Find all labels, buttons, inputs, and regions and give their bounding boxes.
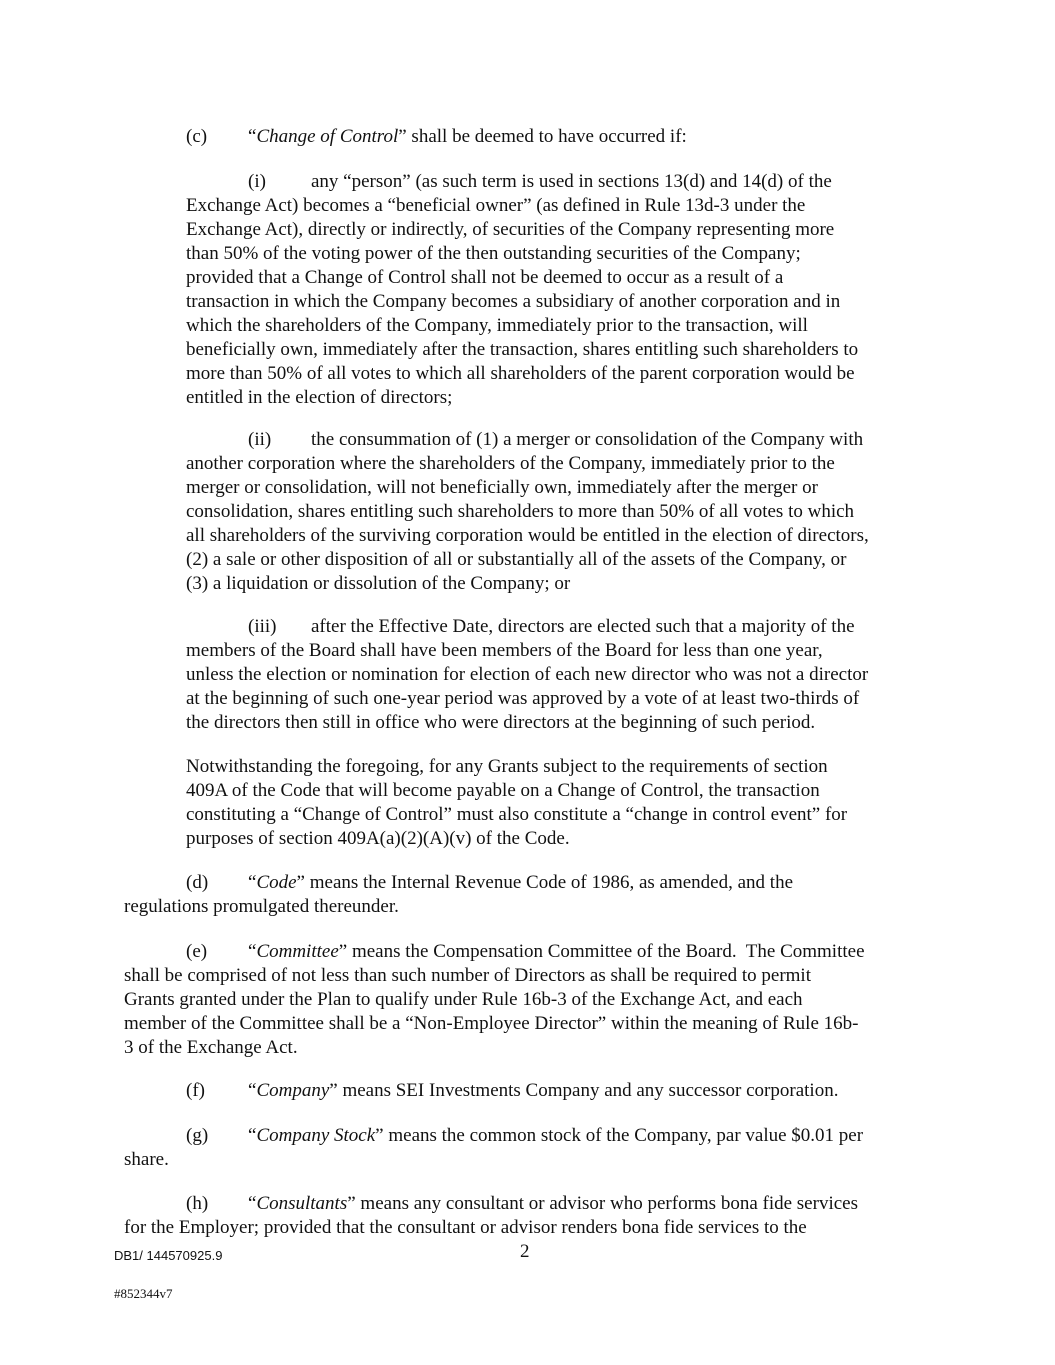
section-c-note: [186, 755, 847, 851]
section-e-label: (e): [186, 941, 208, 962]
text-line: 409A of the Code that will become payable on a Change of Control, the transaction: [186, 780, 820, 801]
section-f-label: (f): [186, 1080, 205, 1101]
text-line: which the shareholders of the Company, immediately prior to the transaction, will: [186, 315, 808, 336]
text-line: provided that a Change of Control shall not be deemed to occur as a result of a: [186, 267, 784, 288]
section-d: [124, 871, 793, 919]
text-line: Grants granted under the Plan to qualify under Rule 16b-3 of the Exchange Act, and each: [124, 989, 803, 1010]
text-line: shall be comprised of not less than such number of Directors as shall be required to permit: [124, 965, 811, 986]
section-h-term: Consultants: [256, 1193, 348, 1214]
section-c-text: ” shall be deemed to have occurred if:: [398, 126, 687, 147]
text-line: Notwithstanding the foregoing, for any Grants subject to the requirements of section: [186, 756, 828, 777]
text-line: member of the Committee shall be a “Non-Employee Director” within the meaning of Rule 16b-: [124, 1013, 859, 1034]
section-f-term: Company: [256, 1080, 330, 1101]
section-d-open-quote: “: [248, 872, 257, 893]
text-line: (2) a sale or other disposition of all or substantially all of the assets of the Company, or: [186, 549, 847, 570]
text-line: than 50% of the voting power of the then outstanding securities of the Company;: [186, 243, 801, 264]
subsection-c-iii-first-line: after the Effective Date, directors are elected such that a majority of the: [311, 616, 855, 637]
section-d-label: (d): [186, 872, 209, 893]
page-number: 2: [520, 1241, 530, 1262]
text-line: merger or consolidation, will not beneficially own, immediately after the merger or: [186, 477, 818, 498]
section-d-term: Code: [256, 872, 297, 893]
section-c-open-quote: “: [248, 126, 257, 147]
text-line: transaction in which the Company becomes a subsidiary of another corporation and in: [186, 291, 841, 312]
text-line: Exchange Act) becomes a “beneficial owner” (as defined in Rule 13d-3 under the: [186, 195, 806, 216]
section-g-term: Company Stock: [256, 1125, 376, 1146]
section-h-text: ” means any consultant or advisor who performs bona fide services: [347, 1193, 858, 1214]
section-e-text: ” means the Compensation Committee of the Board. The Committee: [338, 941, 865, 962]
section-h: [124, 1192, 858, 1240]
text-line: at the beginning of such one-year period was approved by a vote of at least two-thirds of: [186, 688, 860, 709]
section-e-open-quote: “: [248, 941, 257, 962]
text-line: constituting a “Change of Control” must also constitute a “change in control event” for: [186, 804, 848, 825]
section-f-text: ” means SEI Investments Company and any successor corporation.: [329, 1080, 839, 1101]
subsection-c-i-first-line: any “person” (as such term is used in sections 13(d) and 14(d) of the: [311, 171, 832, 192]
text-line: Exchange Act), directly or indirectly, of securities of the Company representing more: [186, 219, 835, 240]
text-line: consolidation, shares entitling such shareholders to more than 50% of all votes to which: [186, 501, 855, 522]
subsection-c-i: [186, 170, 858, 410]
text-line: entitled in the election of directors;: [186, 387, 453, 408]
text-line: more than 50% of all votes to which all shareholders of the parent corporation would be: [186, 363, 855, 384]
section-f: [124, 1079, 838, 1103]
section-g: [124, 1124, 863, 1172]
subsection-c-iii: [186, 615, 868, 735]
text-line: members of the Board shall have been members of the Board for less than one year,: [186, 640, 823, 661]
section-e: [124, 940, 865, 1060]
text-line: the directors then still in office who were directors at the beginning of such period.: [186, 712, 816, 733]
text-line: for the Employer; provided that the consultant or advisor renders bona fide services to the: [124, 1217, 807, 1238]
section-e-term: Committee: [256, 941, 339, 962]
section-g-text: ” means the common stock of the Company, par value $0.01 per: [375, 1125, 864, 1146]
subsection-c-ii: [186, 428, 869, 596]
section-c-term: Change of Control: [256, 126, 399, 147]
text-line: (3) a liquidation or dissolution of the Company; or: [186, 573, 571, 594]
text-line: beneficially own, immediately after the transaction, shares entitling such shareholders to: [186, 339, 859, 360]
section-g-label: (g): [186, 1125, 209, 1146]
text-line: regulations promulgated thereunder.: [124, 896, 399, 917]
footer-doc-id: DB1/ 144570925.9: [114, 1248, 223, 1263]
text-line: all shareholders of the surviving corporation would be entitled in the election of directors,: [186, 525, 869, 546]
section-h-open-quote: “: [248, 1193, 257, 1214]
subsection-c-i-label: (i): [248, 171, 266, 192]
section-f-open-quote: “: [248, 1080, 257, 1101]
text-line: unless the election or nomination for election of each new director who was not a director: [186, 664, 869, 685]
section-h-label: (h): [186, 1193, 209, 1214]
section-c-label: (c): [186, 126, 208, 147]
section-c: [186, 125, 687, 149]
subsection-c-ii-first-line: the consummation of (1) a merger or consolidation of the Company with: [311, 429, 864, 450]
text-line: purposes of section 409A(a)(2)(A)(v) of the Code.: [186, 828, 570, 849]
section-d-text: ” means the Internal Revenue Code of 1986, as amended, and the: [296, 872, 794, 893]
footer-version-ref: #852344v7: [114, 1286, 173, 1301]
text-line: 3 of the Exchange Act.: [124, 1037, 298, 1058]
section-g-open-quote: “: [248, 1125, 257, 1146]
subsection-c-iii-label: (iii): [248, 616, 277, 637]
text-line: share.: [124, 1149, 169, 1170]
text-line: another corporation where the shareholders of the Company, immediately prior to the: [186, 453, 835, 474]
subsection-c-ii-label: (ii): [248, 429, 272, 450]
